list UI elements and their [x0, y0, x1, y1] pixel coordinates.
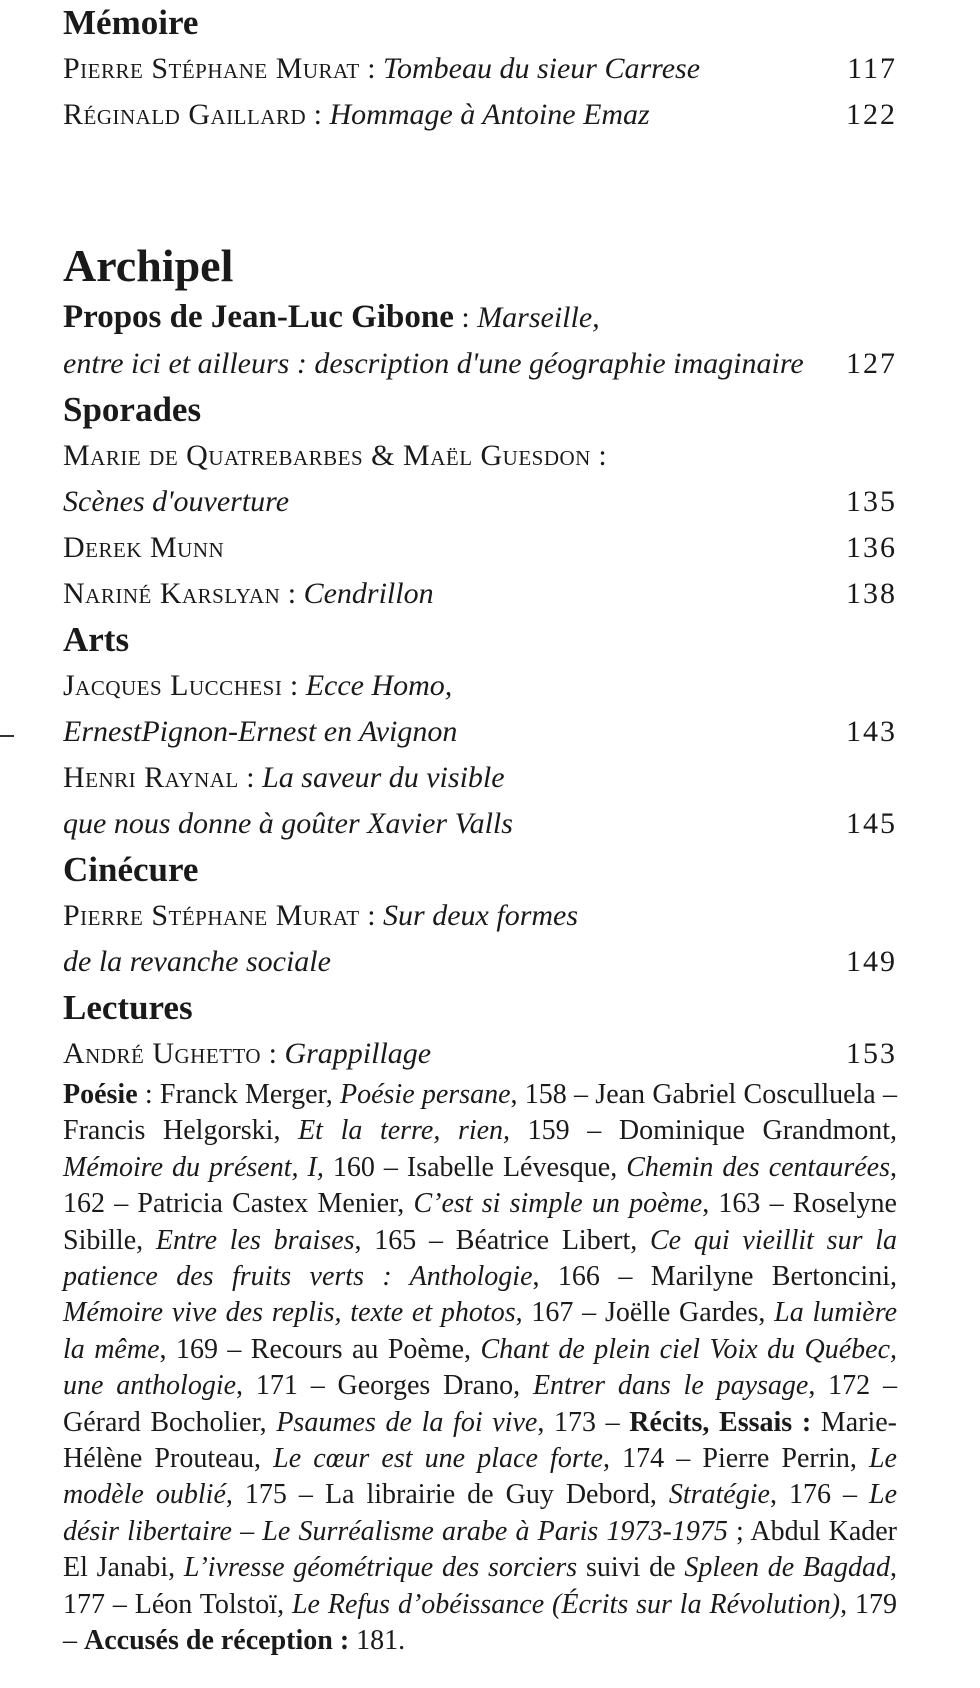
toc-entry-continued	[63, 939, 897, 985]
entry-title: Cendrillon	[303, 577, 434, 610]
entry-author: Nariné Karslyan	[63, 577, 281, 610]
entry-page: 122	[846, 98, 897, 131]
work-title: Ce qui vieillit sur la patience des fruits verts : Anthologie	[63, 1224, 897, 1293]
toc-entry-continued	[63, 801, 897, 847]
section-heading-cinecure: Cinécure	[63, 850, 199, 889]
entry-title: Sur deux formes	[383, 899, 579, 932]
review-text: , 177 – Léon Tolstoï,	[63, 1552, 897, 1620]
entry-title: Grappillage	[284, 1037, 432, 1070]
review-text: , 179 –	[63, 1588, 897, 1657]
margin-tick	[0, 735, 14, 737]
entry-author: Henri Raynal	[63, 761, 239, 794]
entry-author: Jacques Lucchesi	[63, 669, 283, 702]
rubric-label: Accusés de réception :	[84, 1625, 350, 1657]
entry-page: 143	[846, 715, 897, 748]
entry-author: André Ughetto	[63, 1037, 262, 1070]
section-heading-memoire: Mémoire	[63, 3, 199, 42]
entry-separator: :	[238, 761, 263, 794]
work-title: Le Refus d’obéissance (Écrits sur la Révolution)	[291, 1588, 841, 1620]
work-title: La lumière la même	[63, 1297, 898, 1365]
entry-author: Derek Munn	[63, 531, 225, 564]
entry-title: Tombeau du sieur Carrese	[383, 52, 701, 85]
entry-separator: :	[359, 52, 384, 85]
review-text: ; Abdul Kader El Janabi,	[63, 1515, 898, 1584]
work-title: Mémoire vive des replis, texte et photos	[63, 1297, 516, 1329]
rubric-label: Poésie	[63, 1079, 138, 1110]
work-title: Psaumes de la foi vive	[276, 1406, 538, 1438]
review-text: , 165 – Béatrice Libert,	[354, 1224, 650, 1256]
toc-entry	[63, 294, 897, 341]
review-text: , 167 – Joëlle Gardes,	[515, 1297, 775, 1329]
entry-page: 145	[846, 807, 897, 840]
review-text: 160 – Isabelle Lévesque,	[323, 1151, 627, 1183]
work-title: L’ivresse géométrique des sorciers	[183, 1552, 578, 1584]
toc-entry	[63, 893, 897, 939]
toc-entry	[63, 46, 897, 92]
entry-page: 117	[847, 52, 897, 85]
entry-title: La saveur du visible	[262, 761, 505, 794]
entry-title: Marseille,	[477, 301, 600, 334]
review-text: , 163 – Roselyne Sibille,	[63, 1188, 897, 1256]
work-title: Le modèle oublié	[63, 1443, 897, 1511]
toc-entry	[63, 92, 897, 138]
toc-entry-continued	[63, 479, 897, 525]
entry-author: Marie de Quatrebarbes & Maël Guesdon	[63, 439, 591, 472]
work-title: Le désir libertaire – Le Surréalisme arabe à Paris 1973-1975	[63, 1479, 898, 1547]
entry-separator: :	[453, 301, 478, 334]
work-title: Entre les braises	[155, 1224, 355, 1256]
toc-entry-continued	[63, 341, 897, 387]
review-text: , 176 –	[769, 1479, 870, 1511]
review-text: , 172 – Gérard Bocholier,	[63, 1370, 897, 1438]
toc-entry	[63, 1031, 897, 1077]
review-text: , 174 – Pierre Perrin,	[602, 1443, 869, 1475]
work-title: Mémoire du présent, I,	[63, 1151, 324, 1183]
rubric-label: Récits, Essais :	[629, 1406, 812, 1438]
work-title: Spleen de Bagdad	[684, 1552, 890, 1584]
entry-author: Pierre Stéphane Murat	[63, 899, 360, 932]
review-text: 181.	[349, 1625, 406, 1657]
reviews-paragraph	[63, 1077, 897, 1660]
work-title: Le cœur est une place forte	[273, 1443, 603, 1475]
work-title: Entrer dans le paysage	[532, 1370, 809, 1402]
review-text: , 158 – Jean Gabriel Cosculluela – Francis Helgorski,	[63, 1079, 897, 1147]
toc-entry-continued	[63, 709, 897, 755]
section-heading-lectures: Lectures	[63, 988, 193, 1027]
entry-page: 135	[846, 485, 897, 518]
review-text: , 162 – Patricia Castex Menier,	[63, 1151, 897, 1220]
toc-entry	[63, 663, 897, 709]
entry-separator: :	[359, 899, 384, 932]
review-text: : Franck Merger,	[137, 1079, 340, 1110]
toc-entry	[63, 525, 897, 571]
entry-separator: :	[280, 577, 304, 610]
work-title: Poésie persane	[339, 1079, 511, 1110]
toc-entry	[63, 571, 897, 617]
propos-lead: Propos de Jean-Luc Gibone	[63, 299, 454, 335]
work-title: Chant de plein ciel Voix du Québec, une anthologie	[63, 1333, 898, 1402]
review-text: , 173 –	[537, 1406, 630, 1438]
section-heading-sporades: Sporades	[63, 390, 202, 429]
entry-page: 127	[846, 347, 897, 380]
toc-entry	[63, 433, 897, 479]
section-heading-arts: Arts	[63, 620, 130, 659]
entry-title: ErnestPignon-Ernest en Avignon	[63, 715, 458, 748]
section-heading-archipel: Archipel	[63, 240, 234, 291]
table-of-contents	[63, 0, 897, 1688]
entry-title: de la revanche sociale	[63, 945, 331, 978]
review-text: , 175 – La librairie de Guy Debord,	[225, 1479, 669, 1511]
review-text: suivi de	[577, 1552, 685, 1584]
entry-separator: :	[306, 98, 330, 131]
entry-page: 136	[846, 531, 897, 564]
entry-title: Ecce Homo,	[305, 669, 453, 702]
entry-title: entre ici et ailleurs : description d'une géographie imaginaire	[63, 347, 804, 380]
entry-author: Réginald Gaillard	[63, 98, 307, 131]
entry-title: que nous donne à goûter Xavier Valls	[63, 807, 513, 840]
review-text: Marie-Hélène Prouteau,	[63, 1406, 897, 1475]
entry-author: Pierre Stéphane Murat	[63, 52, 360, 85]
entry-page: 153	[846, 1037, 897, 1070]
entry-page: 149	[846, 945, 897, 978]
work-title: Stratégie	[668, 1479, 770, 1511]
review-text: 159 – Dominique Grandmont,	[510, 1115, 898, 1147]
entry-separator: :	[282, 669, 306, 702]
review-text: , 171 – Georges Drano,	[236, 1370, 533, 1402]
entry-separator: :	[590, 439, 607, 472]
work-title: C’est si simple un poème	[413, 1188, 703, 1220]
entry-separator: :	[261, 1037, 285, 1070]
entry-page: 138	[846, 577, 897, 610]
work-title: Et la terre, rien,	[298, 1115, 511, 1147]
review-text: , 169 – Recours au Poème,	[159, 1333, 481, 1365]
work-title: Chemin des centaurées	[626, 1151, 890, 1183]
entry-title: Hommage à Antoine Emaz	[329, 98, 650, 131]
entry-title: Scènes d'ouverture	[63, 485, 290, 518]
review-text: , 166 – Marilyne Bertoncini,	[532, 1261, 897, 1293]
toc-entry	[63, 755, 897, 801]
